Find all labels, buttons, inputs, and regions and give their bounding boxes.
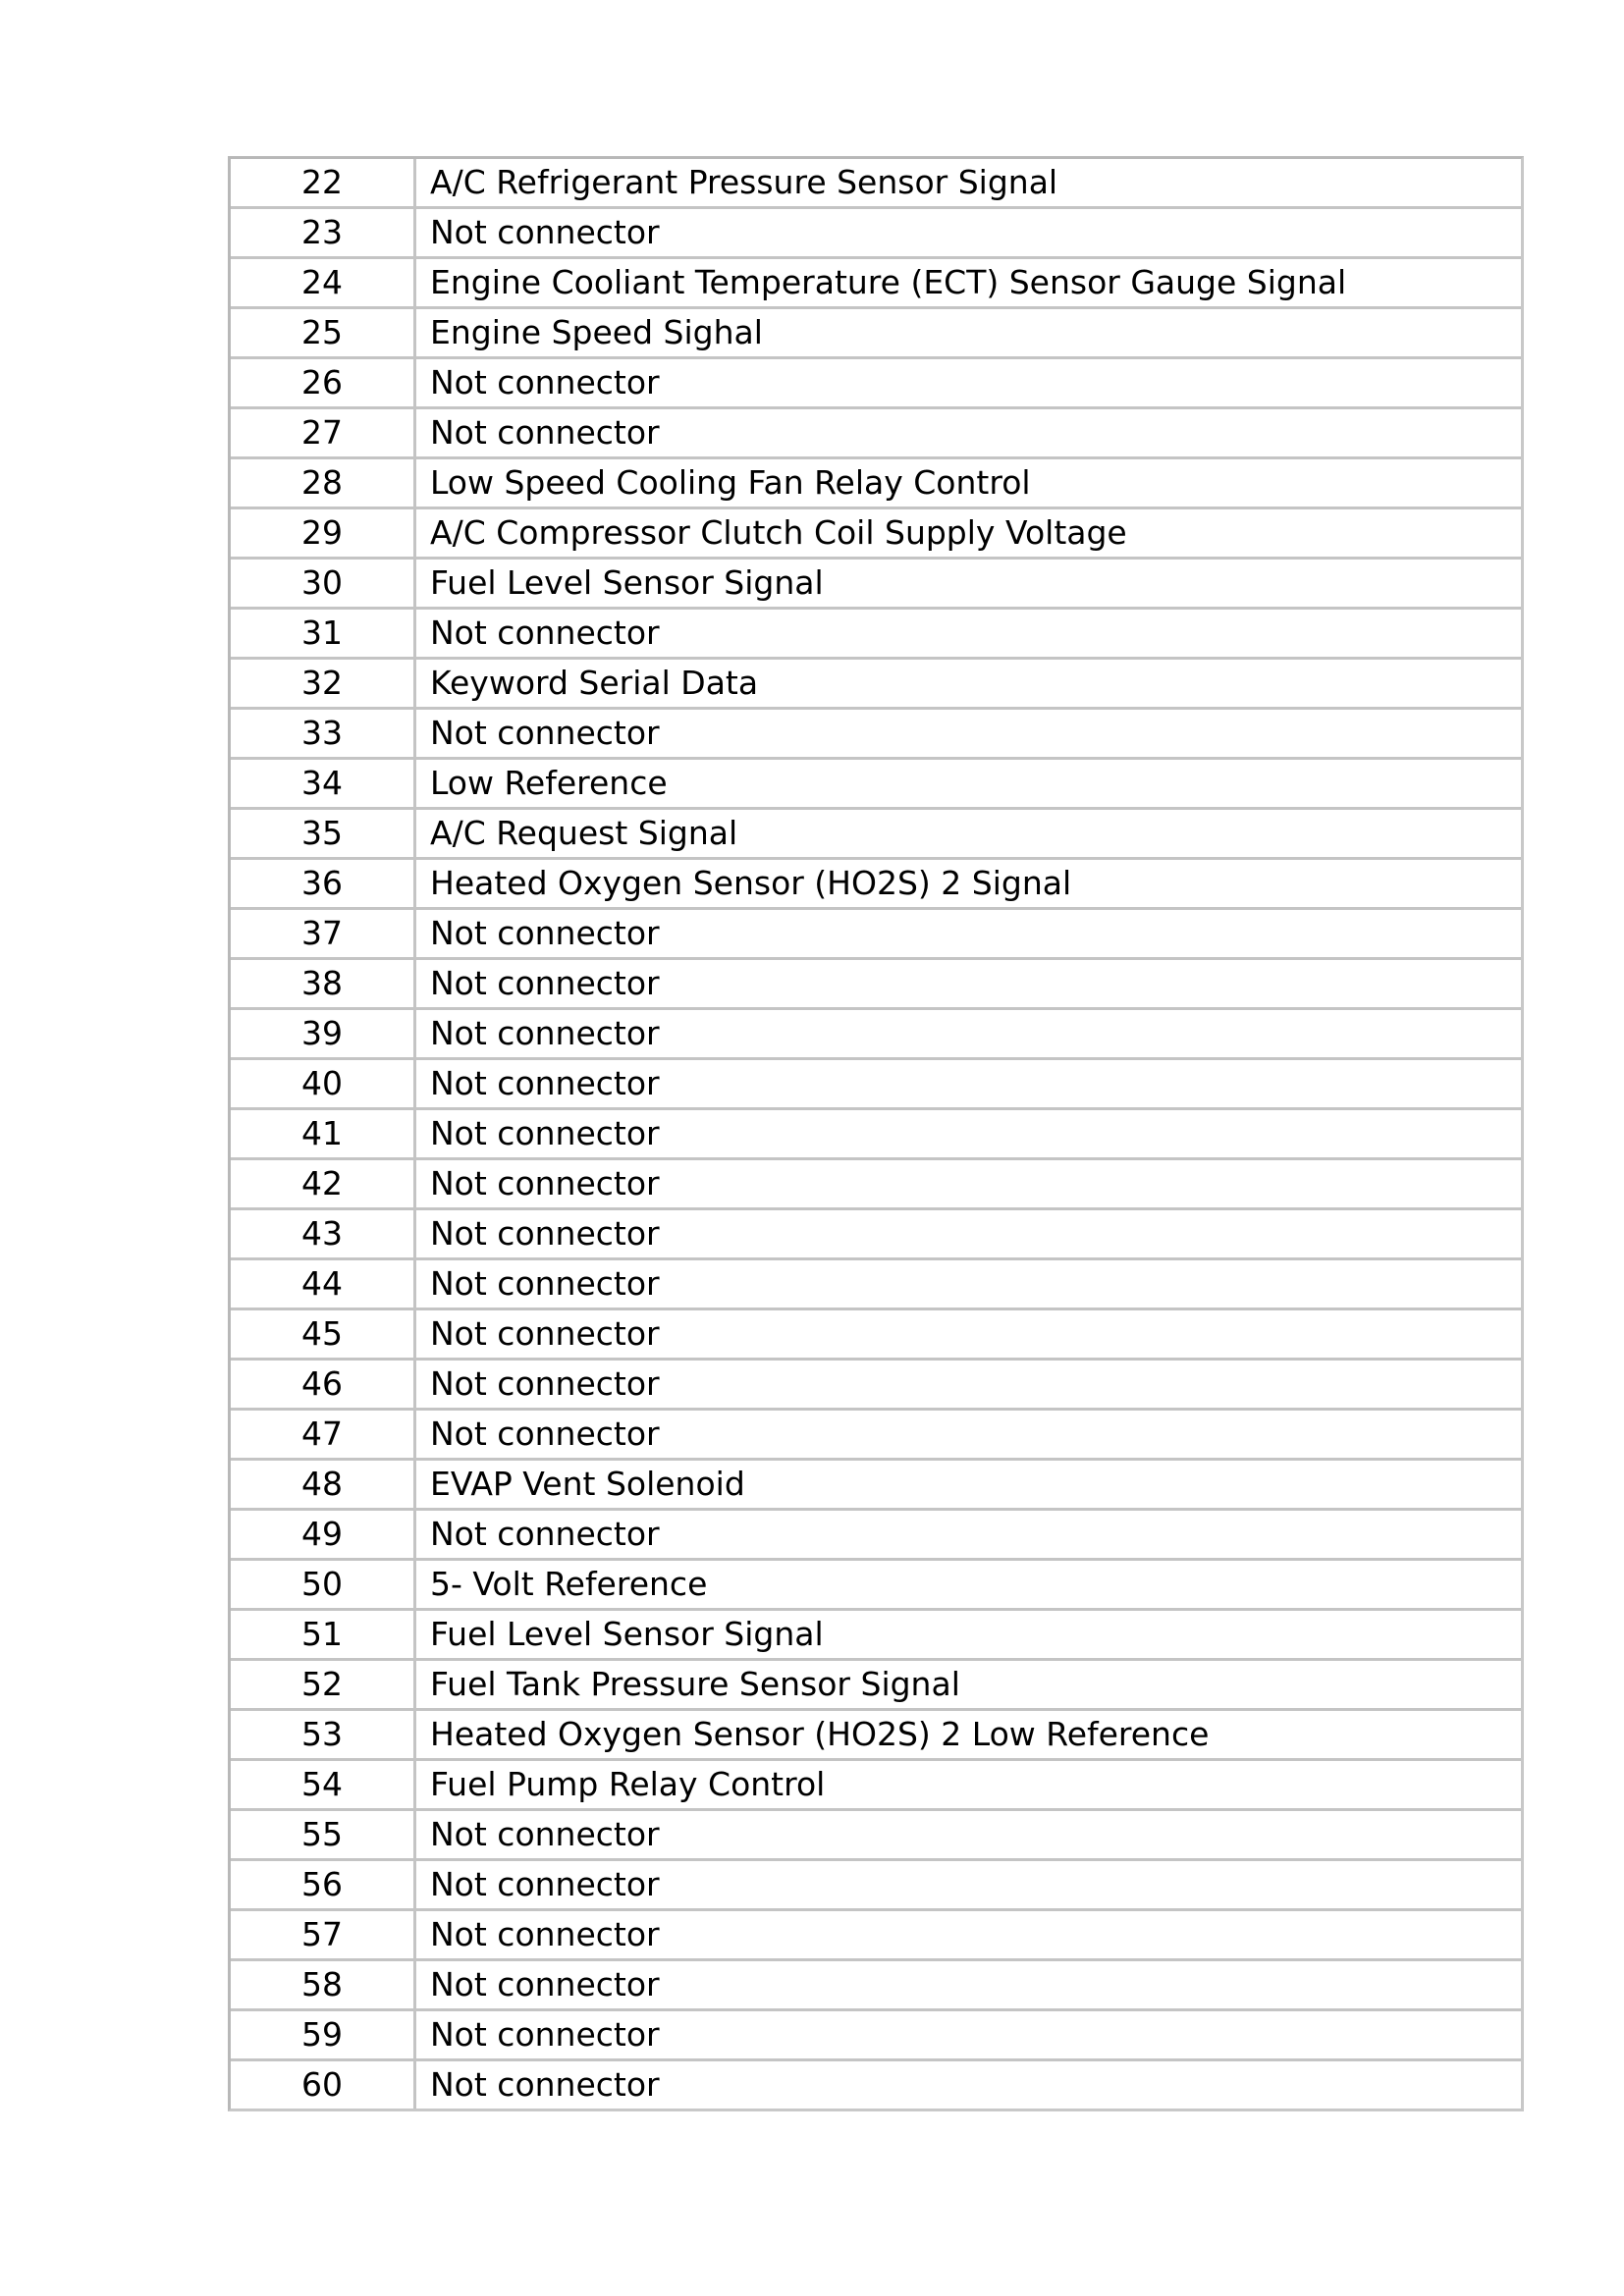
pin-number-cell: 28 [231, 456, 416, 507]
table-row [231, 159, 1521, 206]
table-row [231, 1758, 1521, 1808]
table-row [231, 206, 1521, 256]
table-row [231, 707, 1521, 757]
pin-description-cell: Not connector [416, 1858, 1521, 1908]
pin-number-cell: 34 [231, 757, 416, 807]
pin-description-cell: Not connector [416, 1157, 1521, 1207]
pin-number-cell: 33 [231, 707, 416, 757]
table-row [231, 807, 1521, 857]
pin-description-cell: Not connector [416, 356, 1521, 406]
table-row [231, 1858, 1521, 1908]
table-row [231, 2058, 1521, 2109]
pin-number-cell: 39 [231, 1007, 416, 1057]
pin-number-cell: 25 [231, 306, 416, 356]
pin-description-cell: Keyword Serial Data [416, 657, 1521, 707]
pin-number-cell: 22 [231, 159, 416, 206]
pin-number-cell: 49 [231, 1508, 416, 1558]
table-row [231, 1608, 1521, 1658]
pin-table-body [231, 159, 1521, 2109]
pin-description-cell: Not connector [416, 1958, 1521, 2008]
table-row [231, 2008, 1521, 2058]
pin-number-cell: 53 [231, 1708, 416, 1758]
table-row [231, 1007, 1521, 1057]
pin-description-cell: Low Reference [416, 757, 1521, 807]
pin-number-cell: 30 [231, 557, 416, 607]
pin-description-cell: A/C Compressor Clutch Coil Supply Voltage [416, 507, 1521, 557]
table-row [231, 356, 1521, 406]
pin-description-cell: Not connector [416, 1408, 1521, 1458]
table-row [231, 1708, 1521, 1758]
table-row [231, 657, 1521, 707]
pin-number-cell: 26 [231, 356, 416, 406]
pin-description-cell: Heated Oxygen Sensor (HO2S) 2 Low Reference [416, 1708, 1521, 1758]
table-row [231, 507, 1521, 557]
pin-description-cell: Fuel Pump Relay Control [416, 1758, 1521, 1808]
pin-number-cell: 42 [231, 1157, 416, 1207]
pin-description-cell: Not connector [416, 1358, 1521, 1408]
pin-number-cell: 44 [231, 1257, 416, 1308]
table-row [231, 256, 1521, 306]
pin-description-cell: Not connector [416, 1207, 1521, 1257]
pin-description-cell: Not connector [416, 707, 1521, 757]
table-row [231, 557, 1521, 607]
pin-number-cell: 50 [231, 1558, 416, 1608]
table-row [231, 456, 1521, 507]
table-row [231, 1308, 1521, 1358]
pin-number-cell: 23 [231, 206, 416, 256]
table-row [231, 1107, 1521, 1157]
pin-number-cell: 58 [231, 1958, 416, 2008]
pin-description-cell: Not connector [416, 2008, 1521, 2058]
table-row [231, 607, 1521, 657]
table-row [231, 1358, 1521, 1408]
pin-description-cell: A/C Request Signal [416, 807, 1521, 857]
table-row [231, 1508, 1521, 1558]
table-row [231, 1658, 1521, 1708]
pin-number-cell: 29 [231, 507, 416, 557]
pin-description-cell: 5- Volt Reference [416, 1558, 1521, 1608]
pin-description-cell: Not connector [416, 607, 1521, 657]
pin-description-cell: Not connector [416, 206, 1521, 256]
pin-number-cell: 45 [231, 1308, 416, 1358]
pin-number-cell: 35 [231, 807, 416, 857]
pin-number-cell: 48 [231, 1458, 416, 1508]
pin-description-cell: Fuel Level Sensor Signal [416, 1608, 1521, 1658]
table-row [231, 306, 1521, 356]
pin-description-cell: Not connector [416, 907, 1521, 957]
pin-description-cell: Not connector [416, 2058, 1521, 2109]
table-row [231, 1558, 1521, 1608]
table-row [231, 1408, 1521, 1458]
pin-number-cell: 38 [231, 957, 416, 1007]
table-row [231, 1207, 1521, 1257]
table-row [231, 957, 1521, 1007]
pin-description-cell: Not connector [416, 1808, 1521, 1858]
pin-number-cell: 47 [231, 1408, 416, 1458]
pin-number-cell: 27 [231, 406, 416, 456]
pin-assignment-table [228, 156, 1524, 2111]
pin-description-cell: Not connector [416, 1257, 1521, 1308]
pin-description-cell: A/C Refrigerant Pressure Sensor Signal [430, 163, 1058, 201]
table-row [231, 406, 1521, 456]
pin-number-cell: 46 [231, 1358, 416, 1408]
pin-description-cell: Engine Speed Sighal [416, 306, 1521, 356]
table-row [231, 857, 1521, 907]
pin-description-cell: Fuel Level Sensor Signal [416, 557, 1521, 607]
pin-description-cell: Not connector [416, 1908, 1521, 1958]
table-row [231, 1458, 1521, 1508]
pin-number-cell: 32 [231, 657, 416, 707]
pin-number-cell: 51 [231, 1608, 416, 1658]
pin-number-cell: 57 [231, 1908, 416, 1958]
pin-number-cell: 43 [231, 1207, 416, 1257]
table-row [231, 1257, 1521, 1308]
pin-number-cell: 55 [231, 1808, 416, 1858]
pin-number-cell: 56 [231, 1858, 416, 1908]
table-row [231, 757, 1521, 807]
pin-number-cell: 60 [231, 2058, 416, 2109]
pin-description-cell: EVAP Vent Solenoid [416, 1458, 1521, 1508]
pin-description-cell: Not connector [416, 1308, 1521, 1358]
pin-number-cell: 54 [231, 1758, 416, 1808]
pin-description-cell: Engine Cooliant Temperature (ECT) Sensor Gauge Signal [416, 256, 1521, 306]
pin-number-cell: 41 [231, 1107, 416, 1157]
pin-description-cell: Not connector [416, 957, 1521, 1007]
pin-description-cell: Heated Oxygen Sensor (HO2S) 2 Signal [416, 857, 1521, 907]
pin-number-cell: 59 [231, 2008, 416, 2058]
pin-description-cell: Not connector [416, 1007, 1521, 1057]
pin-description-cell: Fuel Tank Pressure Sensor Signal [416, 1658, 1521, 1708]
pin-number-cell: 40 [231, 1057, 416, 1107]
pin-number-cell: 52 [231, 1658, 416, 1708]
table-row [231, 1057, 1521, 1107]
table-row [231, 1908, 1521, 1958]
pin-number-cell: 31 [231, 607, 416, 657]
table-row [231, 1808, 1521, 1858]
pin-description-cell: Not connector [416, 1057, 1521, 1107]
pin-description-cell: Low Speed Cooling Fan Relay Control [416, 456, 1521, 507]
table-row [231, 1157, 1521, 1207]
table-row [231, 907, 1521, 957]
pin-description-cell: Not connector [416, 1107, 1521, 1157]
pin-description-cell: Not connector [416, 406, 1521, 456]
table-row [231, 1958, 1521, 2008]
pin-number-cell: 37 [231, 907, 416, 957]
pin-description-cell: Not connector [416, 1508, 1521, 1558]
pin-number-cell: 36 [231, 857, 416, 907]
pin-number-cell: 24 [231, 256, 416, 306]
